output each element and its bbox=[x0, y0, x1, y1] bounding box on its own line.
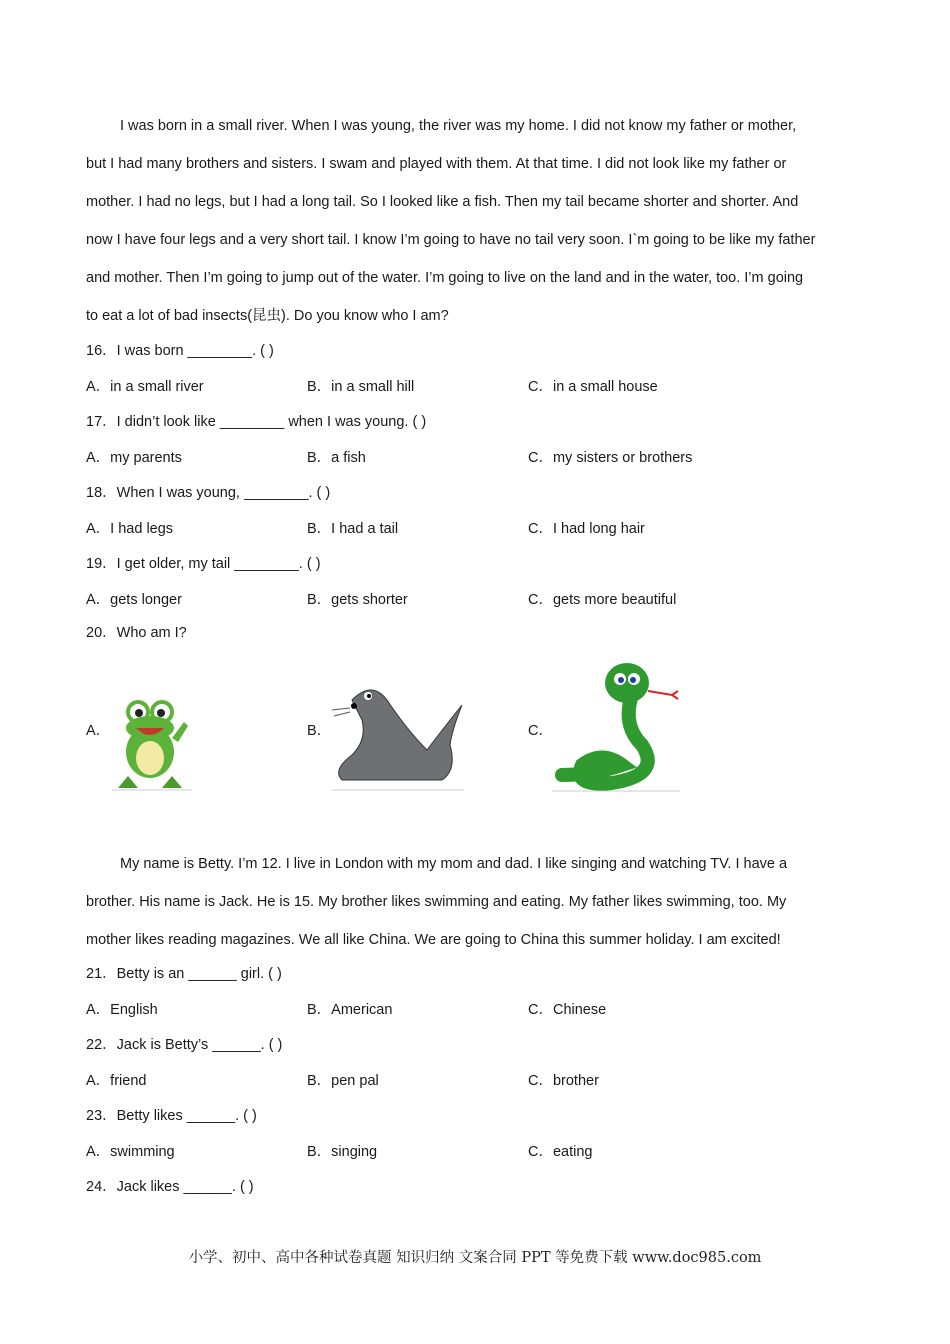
answer-option: A． bbox=[86, 723, 111, 739]
question-text: 20．Who am I? bbox=[86, 625, 187, 641]
answer-option: B．I had a tail bbox=[307, 521, 399, 537]
question-text: 16．I was born ________. ( ) bbox=[86, 343, 274, 359]
answer-option: A．swimming bbox=[86, 1144, 175, 1160]
snake-image bbox=[552, 655, 682, 798]
answer-option: C． bbox=[528, 723, 553, 739]
answer-option: B．pen pal bbox=[307, 1073, 379, 1089]
answer-option: B．singing bbox=[307, 1144, 378, 1160]
question-text: 23．Betty likes ______. ( ) bbox=[86, 1108, 257, 1124]
passage-line: mother. I had no legs, but I had a long tail. So I looked like a fish. Then my tail became shorter and shorter. And bbox=[86, 194, 799, 210]
answer-option: C．brother bbox=[528, 1073, 599, 1089]
passage-line: to eat a lot of bad insects(昆虫). Do you know who I am? bbox=[86, 308, 449, 324]
passage-line: now I have four legs and a very short tail. I know I’m going to have no tail very soon. I`m going to be like my father bbox=[86, 232, 816, 248]
answer-option: A．I had legs bbox=[86, 521, 174, 537]
question-text: 18．When I was young, ________. ( ) bbox=[86, 485, 331, 501]
answer-option: A．friend bbox=[86, 1073, 147, 1089]
answer-option: C．in a small house bbox=[528, 379, 658, 395]
answer-option: C．my sisters or brothers bbox=[528, 450, 693, 466]
question-text: 22．Jack is Betty’s ______. ( ) bbox=[86, 1037, 283, 1053]
passage-line: and mother. Then I’m going to jump out of the water. I’m going to live on the land and in the water, too. I’m going bbox=[86, 270, 804, 286]
passage-line: mother likes reading magazines. We all like China. We are going to China this summer holiday. I am excited! bbox=[86, 932, 781, 948]
answer-option: B．gets shorter bbox=[307, 592, 408, 608]
answer-option: A．my parents bbox=[86, 450, 182, 466]
answer-option: B． bbox=[307, 723, 332, 739]
answer-option: B．American bbox=[307, 1002, 393, 1018]
answer-option: C．I had long hair bbox=[528, 521, 645, 537]
passage-line: brother. His name is Jack. He is 15. My brother likes swimming and eating. My father likes swimming, too. My bbox=[86, 894, 787, 910]
answer-option: A．in a small river bbox=[86, 379, 204, 395]
question-text: 19．I get older, my tail ________. ( ) bbox=[86, 556, 321, 572]
footer-text: 小学、初中、高中各种试卷真题 知识归纳 文案合同 PPT 等免费下载 www.doc985.com bbox=[188, 1250, 762, 1266]
answer-option: B．in a small hill bbox=[307, 379, 415, 395]
frog-image bbox=[110, 690, 194, 797]
passage-line: I was born in a small river. When I was young, the river was my home. I did not know my father or mother, bbox=[120, 118, 797, 134]
answer-option: A．gets longer bbox=[86, 592, 182, 608]
passage-line: but I had many brothers and sisters. I swam and played with them. At that time. I did not look like my father or bbox=[86, 156, 787, 172]
question-text: 21．Betty is an ______ girl. ( ) bbox=[86, 966, 282, 982]
answer-option: C．eating bbox=[528, 1144, 593, 1160]
question-text: 17．I didn’t look like ________ when I was young. ( ) bbox=[86, 414, 427, 430]
answer-option: C．gets more beautiful bbox=[528, 592, 677, 608]
answer-option: C．Chinese bbox=[528, 1002, 607, 1018]
passage-line: My name is Betty. I’m 12. I live in London with my mom and dad. I like singing and watching TV. I have a bbox=[120, 856, 788, 872]
question-text: 24．Jack likes ______. ( ) bbox=[86, 1179, 254, 1195]
answer-option: A．English bbox=[86, 1002, 158, 1018]
seal-image bbox=[332, 670, 466, 797]
answer-option: B．a fish bbox=[307, 450, 366, 466]
